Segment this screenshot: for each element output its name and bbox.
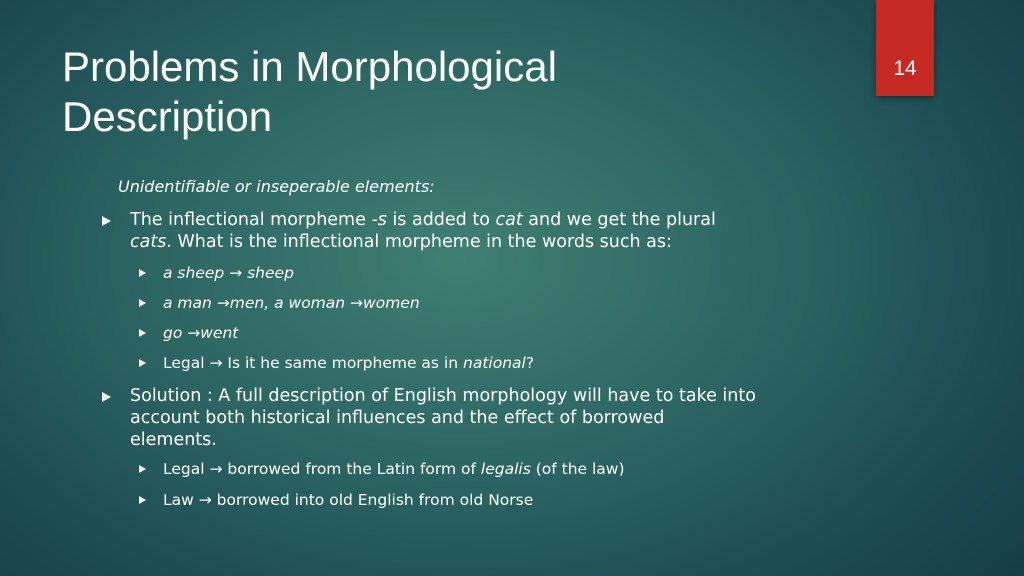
right-arrow-icon: →	[209, 460, 223, 478]
bullet1-text-4: cat	[495, 210, 523, 230]
sub2-text-c: women	[363, 294, 420, 312]
sub1-text-a: a sheep	[163, 264, 230, 282]
sub1-text-b: sheep	[242, 264, 294, 282]
sub4-text-b: Is it he same morpheme as in	[222, 354, 463, 372]
right-arrow-icon: →	[198, 491, 212, 509]
sub-bullet-legal-latin	[163, 459, 625, 479]
sub3-text-a: go	[163, 324, 188, 342]
sub-bullet-man-woman	[163, 293, 420, 313]
title-line-2: Description	[62, 93, 273, 140]
sub4-text-a: Legal	[163, 354, 210, 372]
bullet1-text-7: . What is the inflectional morpheme in the words such as:	[166, 232, 672, 252]
sub5-text-d: (of the law)	[530, 460, 625, 478]
sub4-text-c: national	[463, 354, 526, 372]
bullet2-line-1: Solution : A full description of English morphology will have to take into	[130, 386, 756, 406]
sub2-text-a: a man	[163, 294, 217, 312]
sub-bullet-go-went	[163, 323, 238, 343]
title-line-1: Problems in Morphological	[62, 43, 557, 90]
right-arrow-icon: →	[209, 354, 223, 372]
bullet1-text-5: and we get the plural	[522, 210, 716, 230]
sub-bullet-sheep	[163, 263, 294, 283]
bullet1-text-3: is added to	[386, 210, 496, 230]
sub4-text-d: ?	[525, 354, 535, 372]
sub-heading: Unidentifiable or inseperable elements:	[118, 177, 435, 196]
sub3-text-b: went	[200, 324, 239, 342]
slide-title	[62, 42, 822, 142]
triangle-bullet-icon	[139, 465, 146, 473]
right-arrow-icon: →	[187, 324, 201, 342]
bullet-inflectional-morpheme	[130, 209, 850, 253]
right-arrow-icon: →	[350, 294, 364, 312]
bullet1-text-6: cats	[130, 232, 167, 252]
bullet-solution	[130, 385, 870, 451]
bullet1-text-1: The inflectional morpheme	[130, 210, 372, 230]
sub2-text-b: men, a woman	[229, 294, 351, 312]
triangle-bullet-icon	[102, 392, 111, 402]
right-arrow-icon: →	[216, 294, 230, 312]
sub6-text-b: borrowed into old English from old Norse	[211, 491, 534, 509]
bullet2-line-3: elements.	[130, 430, 217, 450]
right-arrow-icon: →	[229, 264, 243, 282]
slide-number: 14	[893, 57, 917, 80]
sub-bullet-law-norse	[163, 490, 533, 510]
triangle-bullet-icon	[102, 216, 111, 226]
sub5-text-b: borrowed from the Latin form of	[222, 460, 481, 478]
bullet1-text-2: -s	[371, 210, 387, 230]
triangle-bullet-icon	[139, 329, 146, 337]
triangle-bullet-icon	[139, 496, 146, 504]
slide-number-badge	[876, 0, 934, 96]
triangle-bullet-icon	[139, 299, 146, 307]
triangle-bullet-icon	[139, 269, 146, 277]
sub5-text-c: legalis	[480, 460, 531, 478]
bullet2-line-2: account both historical influences and the effect of borrowed	[130, 408, 665, 428]
sub-bullet-legal-national	[163, 353, 534, 373]
triangle-bullet-icon	[139, 359, 146, 367]
sub5-text-a: Legal	[163, 460, 210, 478]
sub6-text-a: Law	[163, 491, 199, 509]
